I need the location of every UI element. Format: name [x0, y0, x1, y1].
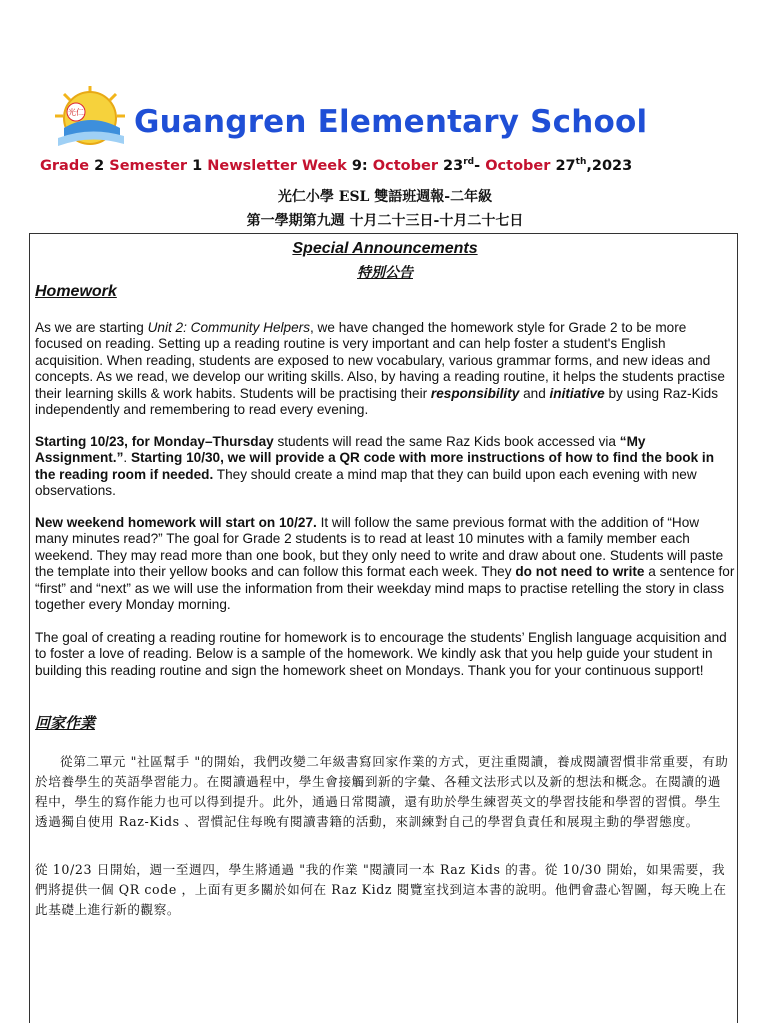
- date-dash: -: [474, 157, 481, 174]
- announcements-title-zh: 特別公告: [357, 265, 413, 281]
- homework-paragraph-2: Starting 10/23, for Monday–Thursday students will read the same Raz Kids book accessed via “My Assignment.”. Starting 10/30, we will provide a QR code with more instructions of how to find the book in the reading room if needed. They should create a mind map that they can build upon each evening with new observations.: [35, 434, 715, 499]
- chinese-homework-heading: 回家作業: [35, 714, 96, 732]
- announcements-title: Special Announcements: [292, 240, 478, 257]
- semester-label: Semester: [109, 157, 188, 174]
- grade-label: Grade: [40, 157, 90, 174]
- chinese-homework-paragraph-1: 從第二單元 "社區幫手 "的開始，我們改變二年級書寫回家作業的方式，更注重閱讀，養成閱讀習慣非常重要，有助於培養學生的英語學習能力。在閱讀過程中，學生會接觸到新的字彙、各種文法形式以及新的想法和概念。在閱讀的過程中，學生的寫作能力也可以得到提升。此外，通過日常閱讀，還有助於學生練習英文的學習技能和學習的習慣。學生透過獨自使用 Raz-Kids 、習慣記住每晚有閱讀書籍的活動，來訓練對自己的學習負責任和展現主動的學習態度。: [35, 754, 729, 829]
- homework-heading: Homework: [35, 283, 117, 300]
- newsletter-line: [40, 157, 632, 174]
- year: ,2023: [586, 157, 633, 174]
- logo-text: 光仁: [68, 108, 84, 117]
- homework-paragraph-3: New weekend homework will start on 10/27. It will follow the same previous format with the addition of “How many minutes read?” The goal for Grade 2 students is to read at least 10 minutes with a family member each weekend. They may read more than one book, but they only need to write and draw about one. Students will paste the template into their yellow books and can follow this format each week. They do not need to write a sentence for “first” and “next” as we will use the information from their weekday mind maps to practise retelling the story in class together every Monday morning.: [35, 515, 735, 613]
- chinese-title: 光仁小學 ESL 雙語班週報-二年級: [277, 189, 493, 205]
- end-day: 27th: [555, 157, 587, 174]
- school-name: Guangren Elementary School: [134, 104, 648, 140]
- grade-number: 2: [94, 157, 105, 174]
- start-day: 23rd: [443, 157, 475, 174]
- homework-paragraph-1: As we are starting Unit 2: Community Helpers, we have changed the homework style for Grade 2 to be more focused on reading. Setting up a reading routine is very important and can help foster a student's English acquisition. When reading, students are exposed to new vocabulary, various grammar forms, and new ideas and concepts. As we read, we develop our writing skills. Also, by having a reading routine, it helps the students practise their learning skills & work habits. Students will be practising their responsibility and initiative by using Raz-Kids independently and remembering to read every evening.: [35, 320, 725, 418]
- chinese-date-range: 第一學期第九週 十月二十三日-十月二十七日: [246, 213, 524, 229]
- semester-number: 1: [192, 157, 203, 174]
- homework-paragraph-4: The goal of creating a reading routine for homework is to encourage the students’ English language acquisition and to foster a love of reading. Below is a sample of the homework. We kindly ask that you help guide your student in building this reading routine and sign the homework sheet on Mondays. Thank you for your continuous support!: [35, 630, 727, 678]
- newsletter-label: Newsletter Week: [207, 157, 347, 174]
- start-month: October: [372, 157, 438, 174]
- school-logo: [50, 82, 130, 154]
- chinese-homework-paragraph-2: 從 10/23 日開始，週一至週四，學生將通過 "我的作業 "閱讀同一本 Raz Kids 的書。從 10/30 開始，如果需要，我們將提供一個 QR code ，上面有更多關於如何在 Raz Kidz 閱覽室找到這本書的說明。他們會盡心智圖，每天晚上在此基礎上進行新的觀察。: [35, 862, 727, 917]
- end-month: October: [485, 157, 551, 174]
- week-number: 9:: [351, 157, 368, 174]
